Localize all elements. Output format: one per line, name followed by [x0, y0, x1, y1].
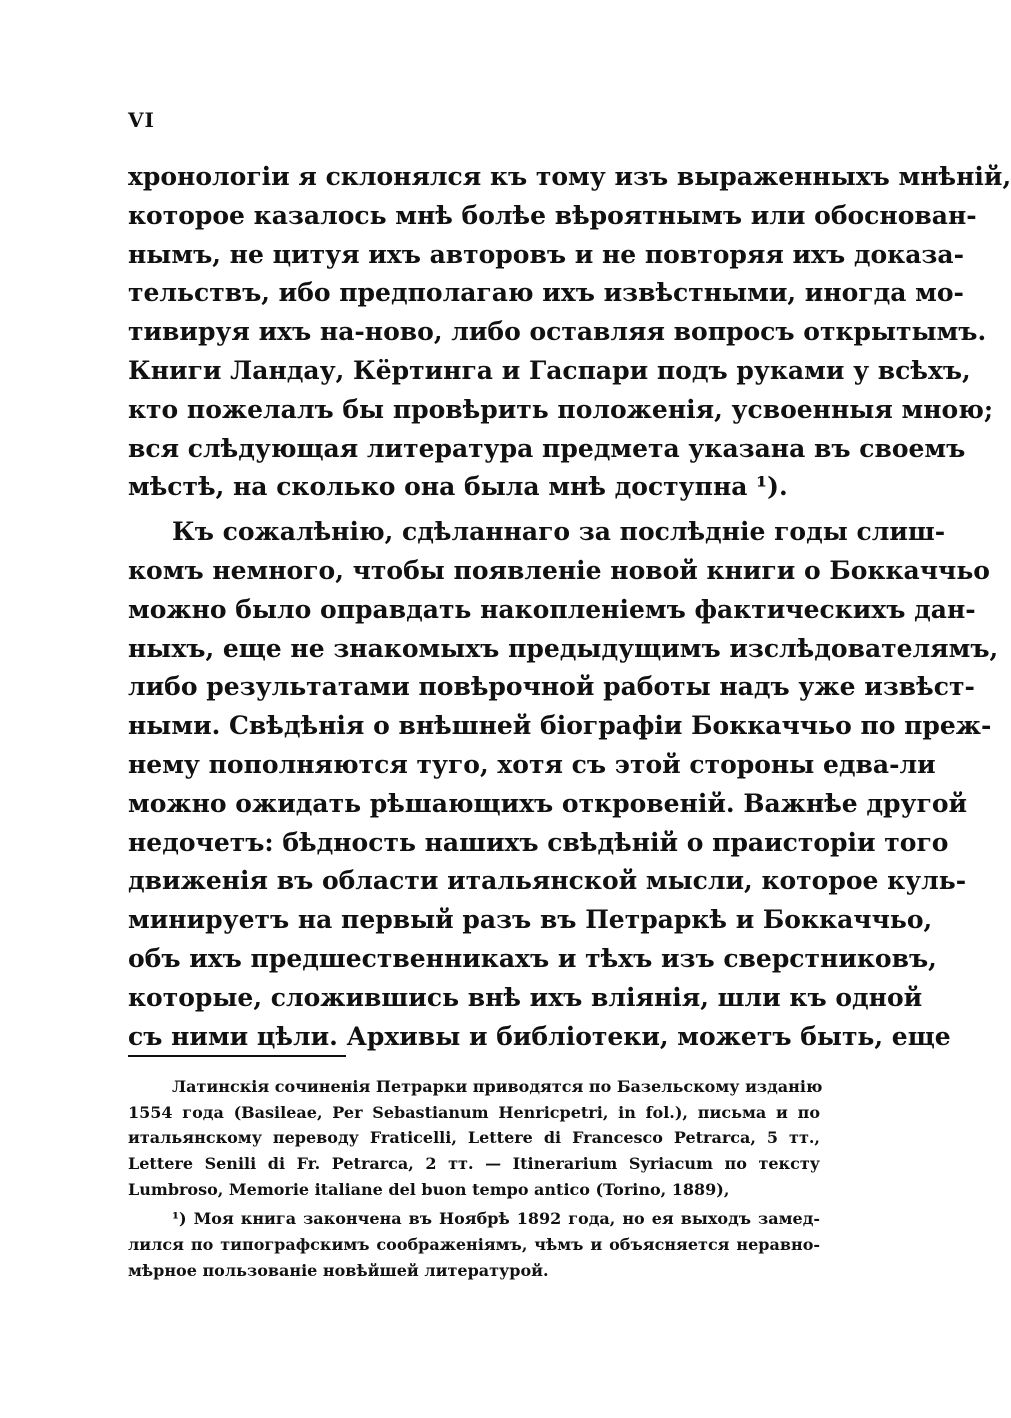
text-line: комъ немного, чтобы появленіе новой книги о Боккаччьо	[128, 555, 990, 585]
text-line: нему пополняются туго, хотя съ этой стороны едва-ли	[128, 749, 936, 779]
text-line: движенія въ области итальянской мысли, которое куль-	[128, 866, 967, 896]
text-line: недочетъ: бѣдность нашихъ свѣдѣній о праисторіи того	[128, 827, 949, 857]
footnote-separator	[128, 1055, 346, 1057]
text-line: которое казалось мнѣ болѣе вѣроятнымъ или обоснован-	[128, 200, 977, 230]
text-line: минируетъ на первый разъ въ Петраркѣ и Боккаччьо,	[128, 905, 933, 935]
footnote-line: Латинскія сочиненія Петрарки приводятся по Базельскому изданію	[172, 1077, 823, 1096]
text-line: съ ними цѣли. Архивы и библіотеки, можетъ быть, еще	[128, 1021, 951, 1051]
text-line: ныхъ, еще не знакомыхъ предыдущимъ изслѣдователямъ,	[128, 633, 999, 663]
paragraph-end-line: мѣстѣ, на сколько она была мнѣ доступна ¹).	[128, 472, 788, 502]
page-number: VI	[128, 108, 155, 132]
text-line: нымъ, не цитуя ихъ авторовъ и не повторяя ихъ доказа-	[128, 239, 964, 269]
text-line: тивируя ихъ на-ново, либо оставляя вопросъ открытымъ.	[128, 317, 987, 347]
footnote-line: Lettere Senili di Fr. Petrarca, 2 тт. — Itinerarium Syriacum по тексту	[128, 1154, 820, 1174]
text-line: можно было оправдать накопленіемъ фактическихъ дан-	[128, 594, 976, 624]
text-line: хронологіи я склонялся къ тому изъ выраженныхъ мнѣній,	[128, 162, 1011, 191]
paragraph-start-line: Къ сожалѣнію, сдѣланнаго за послѣдніе годы слиш-	[172, 517, 946, 547]
text-line: Книги Ландау, Кёртинга и Гаспари подъ руками у всѣхъ,	[128, 355, 971, 385]
text-line: объ ихъ предшественникахъ и тѣхъ изъ сверстниковъ,	[128, 943, 937, 973]
footnote-1-line: лился по типографскимъ соображеніямъ, чѣмъ и объясняется неравно-	[128, 1235, 820, 1255]
footnote-line: итальянскому переводу Fraticelli, Lettere di Francesco Petrarca, 5 тт.,	[128, 1128, 820, 1148]
text-line: либо результатами повѣрочной работы надъ уже извѣст-	[128, 672, 975, 702]
footnote-line: Lumbroso, Memorie italiane del buon tempo antico (Torino, 1889),	[128, 1179, 730, 1199]
footnote-line: 1554 года (Basileae, Per Sebastianum Henricpetri, in fol.), письма и по	[128, 1102, 820, 1122]
footnote-1-line: мѣрное пользованіе новѣйшей литературой.	[128, 1260, 549, 1280]
text-line: ными. Свѣдѣнія о внѣшней біографіи Боккаччьо по преж-	[128, 711, 992, 741]
text-line: которые, сложившись внѣ ихъ вліянія, шли къ одной	[128, 982, 923, 1012]
text-line: тельствъ, ибо предполагаю ихъ извѣстными, иногда мо-	[128, 278, 964, 308]
text-line: вся слѣдующая литература предмета указана въ своемъ	[128, 433, 966, 463]
text-line: можно ожидать рѣшающихъ откровеній. Важнѣе другой	[128, 788, 968, 818]
footnotes-block	[128, 1074, 823, 1284]
footnote-1-line: ¹) Моя книга закончена въ Ноябрѣ 1892 года, но ея выходъ замед-	[172, 1209, 820, 1229]
text-line: кто пожелалъ бы провѣрить положенія, усвоенныя мною;	[128, 394, 994, 424]
main-text-block	[128, 158, 1011, 1056]
